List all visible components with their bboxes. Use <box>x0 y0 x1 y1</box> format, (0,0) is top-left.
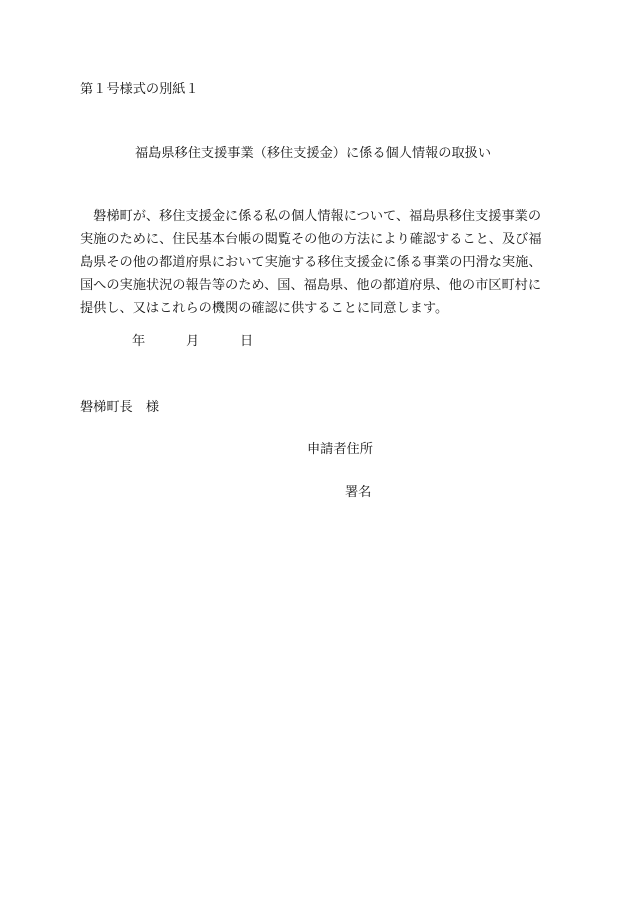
consent-line: 実施のために、住民基本台帳の閲覧その他の方法により確認すること、及び福 <box>80 232 542 248</box>
consent-line: 島県その他の都道府県において実施する移住支援金に係る事業の円滑な実施、 <box>80 255 542 271</box>
signature-label: 署名 <box>345 485 372 500</box>
consent-line: 磐梯町が、移住支援金に係る私の個人情報について、福島県移住支援事業の <box>80 209 542 224</box>
date-day-label: 日 <box>240 334 254 349</box>
applicant-address-label: 申請者住所 <box>307 442 373 457</box>
addressee: 磐梯町長 様 <box>80 400 160 415</box>
consent-line: 国への実施状況の報告等のため、国、福島県、他の都道府県、他の市区町村に <box>80 278 542 294</box>
consent-line: 提供し、又はこれらの機関の確認に供することに同意します。 <box>80 301 449 317</box>
document-title: 福島県移住支援事業（移住支援金）に係る個人情報の取扱い <box>135 146 492 161</box>
consent-statement <box>80 205 560 320</box>
form-number: 第１号様式の別紙１ <box>80 82 199 97</box>
date-month-label: 月 <box>186 334 200 349</box>
date-year-label: 年 <box>132 334 146 349</box>
